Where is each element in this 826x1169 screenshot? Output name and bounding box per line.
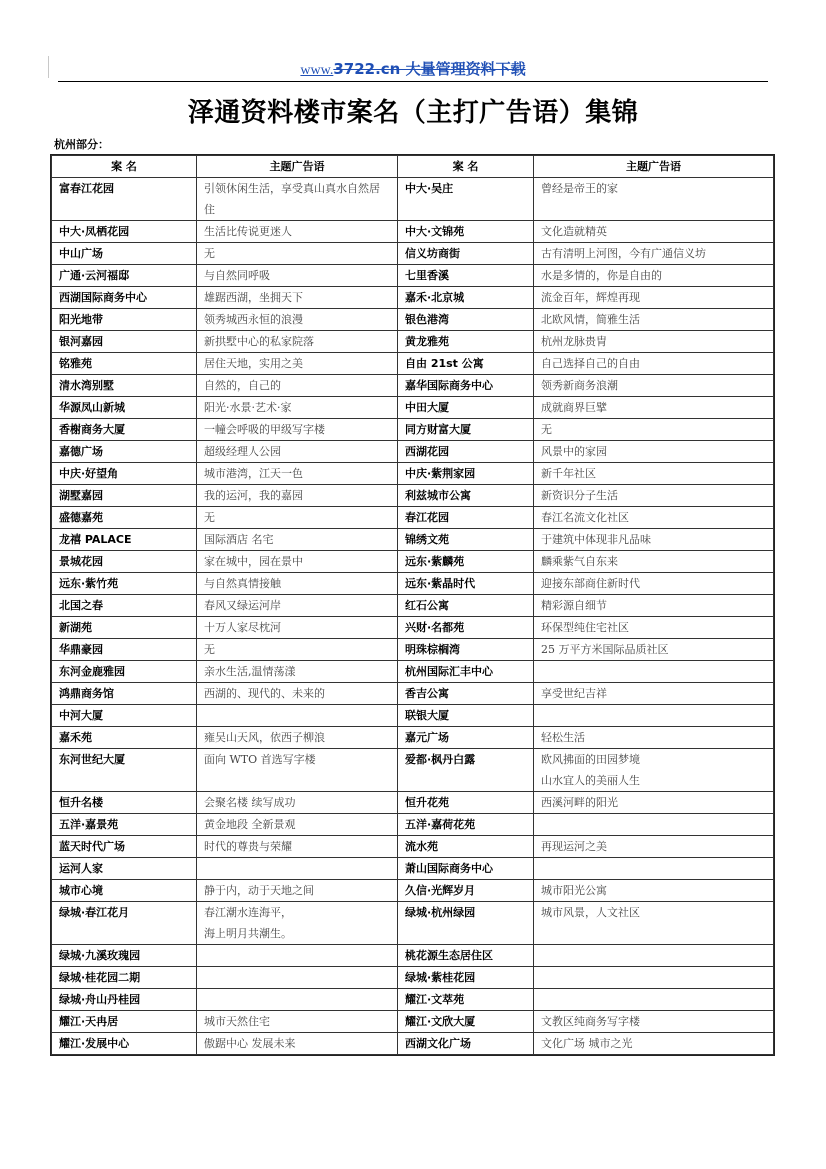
project-name-cell: 香吉公寓 [398,683,534,705]
table-header-row [52,156,774,178]
slogan-cell [534,353,774,375]
table-row [52,221,774,243]
slogan-cell [197,529,398,551]
slogan-cell [534,967,774,989]
slogan-cell [534,880,774,902]
slogan-cell [197,485,398,507]
project-name-cell: 中河大厦 [52,705,197,727]
table-row [52,1011,774,1033]
slogan-line: 静于内，动于天地之间 [204,884,314,897]
slogan-line: 杭州龙脉贵胄 [541,335,607,348]
slogan-line: 超级经理人公园 [204,445,281,458]
project-name-cell: 明珠棕榈湾 [398,639,534,661]
slogan-line: 春风又绿运河岸 [204,599,281,612]
slogan-line: 麟乘紫气自东来 [541,555,618,568]
project-name-cell: 绿城·桂花园二期 [52,967,197,989]
project-name-cell: 龙禧 PALACE [52,529,197,551]
slogan-line: 无 [204,247,215,260]
header-link-www[interactable]: www. [300,63,334,78]
table-row [52,463,774,485]
slogan-line: 新资识分子生活 [541,489,618,502]
project-name-cell: 铭雅苑 [52,353,197,375]
table-row [52,309,774,331]
slogan-line: 无 [204,643,215,656]
slogan-cell [534,639,774,661]
slogan-cell [197,792,398,814]
project-name-cell: 银色港湾 [398,309,534,331]
table-row [52,419,774,441]
slogan-cell [534,989,774,1011]
project-name-cell: 华鼎豪园 [52,639,197,661]
header-link-text[interactable]: 3722.cn 大量管理资料下载 [333,60,526,78]
slogan-cell [197,749,398,792]
section-label: 杭州部分： [54,138,109,151]
table-row [52,243,774,265]
slogan-line: 西湖的、现代的、未来的 [204,687,325,700]
project-name-cell: 西湖国际商务中心 [52,287,197,309]
slogan-cell [197,661,398,683]
slogan-cell [534,507,774,529]
slogan-line: 再现运河之美 [541,840,607,853]
page-title: 泽通资料楼市案名（主打广告语）集锦 [187,98,639,128]
slogan-line: 流金百年，辉煌再现 [541,291,640,304]
project-name-cell: 银河嘉园 [52,331,197,353]
slogan-cell [534,331,774,353]
table-row [52,858,774,880]
slogan-cell [534,595,774,617]
slogan-cell [197,463,398,485]
project-name-cell: 富春江花园 [52,178,197,221]
slogan-cell [197,814,398,836]
slogan-line: 亲水生活,温情荡漾 [204,665,296,678]
slogan-line: 山水宜人的美丽人生 [541,774,640,787]
slogan-cell [534,419,774,441]
slogan-cell [534,661,774,683]
project-name-cell: 久信·光辉岁月 [398,880,534,902]
slogan-line: 傲踞中心 发展未来 [204,1037,296,1050]
slogan-cell [534,178,774,221]
slogan-line: 水是多情的，你是自由的 [541,269,662,282]
slogan-line: 我的运河，我的嘉园 [204,489,303,502]
project-name-cell: 联银大厦 [398,705,534,727]
table-row [52,375,774,397]
slogan-line: 25 万平方米国际品质社区 [541,643,669,656]
table-row [52,551,774,573]
slogan-line: 无 [541,423,552,436]
slogan-line: 新千年社区 [541,467,596,480]
slogan-line: 文教区纯商务写字楼 [541,1015,640,1028]
slogan-cell [197,331,398,353]
slogan-line: 阳光·水景·艺术·家 [204,401,292,414]
table-row [52,683,774,705]
project-name-cell: 桃花源生态居住区 [398,945,534,967]
slogan-cell [197,727,398,749]
slogan-line: 曾经是帝王的家 [541,182,618,195]
project-name-cell: 北国之春 [52,595,197,617]
project-name-cell: 东河世纪大厦 [52,749,197,792]
slogan-line: 城市港湾，江天一色 [204,467,303,480]
project-name-cell: 嘉德广场 [52,441,197,463]
project-name-cell: 景城花园 [52,551,197,573]
project-name-cell: 绿城·春江花月 [52,902,197,945]
project-name-cell: 绿城·舟山丹桂园 [52,989,197,1011]
table-row [52,265,774,287]
slogan-line: 面向 WTO 首选写字楼 [204,753,316,766]
table-row [52,902,774,945]
slogan-line: 城市风景，人文社区 [541,906,640,919]
project-name-cell: 中田大厦 [398,397,534,419]
slogan-cell [534,617,774,639]
slogan-cell [534,441,774,463]
project-name-cell: 远东·紫麟苑 [398,551,534,573]
slogan-cell [534,945,774,967]
project-name-cell: 西湖花园 [398,441,534,463]
project-name-cell: 流水苑 [398,836,534,858]
slogan-cell [534,814,774,836]
project-name-cell: 鸿鼎商务馆 [52,683,197,705]
slogan-table [51,155,774,1055]
slogan-cell [197,1033,398,1055]
slogan-line: 与自然同呼吸 [204,269,270,282]
project-name-cell: 西湖文化广场 [398,1033,534,1055]
project-name-cell: 香榭商务大厦 [52,419,197,441]
project-name-cell: 阳光地带 [52,309,197,331]
slogan-line: 城市天然住宅 [204,1015,270,1028]
slogan-cell [534,221,774,243]
slogan-line: 风景中的家园 [541,445,607,458]
slogan-line: 迎接东部商住新时代 [541,577,640,590]
slogan-line: 引领休闲生活，享受真山真水自然居住 [204,182,380,216]
table-row [52,989,774,1011]
slogan-line: 城市阳光公寓 [541,884,607,897]
column-header-slogan-1: 主题广告语 [197,156,398,178]
project-name-cell: 恒升花苑 [398,792,534,814]
slogan-line: 精彩源自细节 [541,599,607,612]
slogan-cell [197,419,398,441]
slogan-cell [197,309,398,331]
slogan-cell [197,243,398,265]
project-name-cell: 耀江·文萃苑 [398,989,534,1011]
project-name-cell: 中庆·好望角 [52,463,197,485]
slogan-cell [534,683,774,705]
project-name-cell: 爱都·枫丹白露 [398,749,534,792]
table-row [52,595,774,617]
table-row [52,814,774,836]
slogan-cell [534,375,774,397]
slogan-cell [534,529,774,551]
table-row [52,639,774,661]
project-name-cell: 绿城·紫桂花园 [398,967,534,989]
slogan-line: 与自然真情接触 [204,577,281,590]
slogan-cell [197,265,398,287]
slogan-cell [197,945,398,967]
project-name-cell: 嘉华国际商务中心 [398,375,534,397]
project-name-cell: 五洋·嘉荷花苑 [398,814,534,836]
project-name-cell: 广通·云河福邸 [52,265,197,287]
project-name-cell: 盛德嘉苑 [52,507,197,529]
project-name-cell: 嘉禾·北京城 [398,287,534,309]
slogan-cell [534,727,774,749]
slogan-line: 西溪河畔的阳光 [541,796,618,809]
slogan-cell [534,749,774,792]
slogan-line: 北欧风情，简雅生活 [541,313,640,326]
slogan-line: 轻松生活 [541,731,585,744]
slogan-cell [534,463,774,485]
slogan-cell [197,858,398,880]
project-name-cell: 自由 21st 公寓 [398,353,534,375]
slogan-cell [197,397,398,419]
slogan-line: 居住天地，实用之美 [204,357,303,370]
slogan-cell [197,595,398,617]
project-name-cell: 五洋·嘉景苑 [52,814,197,836]
slogan-cell [197,441,398,463]
slogan-line: 成就商界巨擘 [541,401,607,414]
table-row [52,617,774,639]
table-row [52,880,774,902]
project-name-cell: 中山广场 [52,243,197,265]
table-body [52,178,774,1055]
table-row [52,178,774,221]
project-name-cell: 恒升名楼 [52,792,197,814]
project-name-cell: 中大·吴庄 [398,178,534,221]
slogan-cell [534,836,774,858]
project-name-cell: 红石公寓 [398,595,534,617]
project-name-cell: 嘉禾苑 [52,727,197,749]
table-row [52,573,774,595]
slogan-line: 生活比传说更迷人 [204,225,292,238]
slogan-cell [197,1011,398,1033]
slogan-cell [197,639,398,661]
table-row [52,661,774,683]
slogan-line: 国际酒店 名宅 [204,533,274,546]
table-row [52,727,774,749]
project-name-cell: 东河金鹿雅园 [52,661,197,683]
table-row [52,529,774,551]
slogan-line: 雍吴山天风，依西子柳浪 [204,731,325,744]
project-name-cell: 锦绣文苑 [398,529,534,551]
slogan-line: 新拱墅中心的私家院落 [204,335,314,348]
table-row [52,836,774,858]
project-name-cell: 七里香溪 [398,265,534,287]
slogan-line: 领秀新商务浪潮 [541,379,618,392]
table-row [52,331,774,353]
project-name-cell: 中大·文锦苑 [398,221,534,243]
project-name-cell: 萧山国际商务中心 [398,858,534,880]
project-name-cell: 春江花园 [398,507,534,529]
table-row [52,1033,774,1055]
slogan-cell [197,551,398,573]
table-row [52,749,774,792]
table-row [52,792,774,814]
table-row [52,441,774,463]
project-name-cell: 兴财·名都苑 [398,617,534,639]
project-name-cell: 新湖苑 [52,617,197,639]
slogan-cell [534,1033,774,1055]
slogan-cell [534,858,774,880]
slogan-cell [534,902,774,945]
slogan-cell [534,551,774,573]
header-link[interactable] [0,58,826,79]
slogan-cell [534,573,774,595]
slogan-line: 春江名流文化社区 [541,511,629,524]
slogan-line: 一幢会呼吸的甲级写字楼 [204,423,325,436]
slogan-cell [534,792,774,814]
slogan-line: 环保型纯住宅社区 [541,621,629,634]
slogan-line: 春江潮水连海平， [204,906,292,919]
project-name-cell: 嘉元广场 [398,727,534,749]
slogan-cell [197,221,398,243]
project-name-cell: 远东·紫晶时代 [398,573,534,595]
project-name-cell: 耀江·发展中心 [52,1033,197,1055]
slogan-line: 黄金地段 全新景观 [204,818,296,831]
column-header-slogan-2: 主题广告语 [534,156,774,178]
slogan-line: 享受世纪吉祥 [541,687,607,700]
slogan-cell [197,705,398,727]
slogan-line: 家在城中，园在景中 [204,555,303,568]
slogan-cell [534,397,774,419]
slogan-cell [197,683,398,705]
project-name-cell: 绿城·九溪玫瑰园 [52,945,197,967]
slogan-cell [197,353,398,375]
project-name-cell: 杭州国际汇丰中心 [398,661,534,683]
project-name-cell: 湖墅嘉园 [52,485,197,507]
project-name-cell: 绿城·杭州绿园 [398,902,534,945]
slogan-cell [197,989,398,1011]
slogan-cell [197,836,398,858]
table-row [52,353,774,375]
slogan-cell [197,507,398,529]
project-name-cell: 城市心境 [52,880,197,902]
slogan-line: 会聚名楼 续写成功 [204,796,296,809]
slogan-cell [534,1011,774,1033]
column-header-name-2: 案 名 [398,156,534,178]
slogan-line: 于建筑中体现非凡品味 [541,533,651,546]
slogan-cell [197,880,398,902]
project-name-cell: 中庆·紫荆家园 [398,463,534,485]
slogan-cell [197,573,398,595]
table-row [52,945,774,967]
slogan-cell [197,375,398,397]
slogan-line: 自然的，自己的 [204,379,281,392]
slogan-line: 欧风拂面的田园梦境 [541,753,640,766]
table-row [52,485,774,507]
project-name-cell: 中大·凤栖花园 [52,221,197,243]
project-name-cell: 远东·紫竹苑 [52,573,197,595]
slogan-cell [197,967,398,989]
project-name-cell: 耀江·文欣大厦 [398,1011,534,1033]
slogan-cell [197,287,398,309]
project-name-cell: 华源凤山新城 [52,397,197,419]
project-name-cell: 运河人家 [52,858,197,880]
table-row [52,967,774,989]
header-divider [58,81,768,82]
slogan-cell [534,309,774,331]
slogan-cell [197,178,398,221]
project-name-cell: 利兹城市公寓 [398,485,534,507]
column-header-name-1: 案 名 [52,156,197,178]
slogan-line: 自己选择自己的自由 [541,357,640,370]
slogan-line: 无 [204,511,215,524]
slogan-cell [197,617,398,639]
project-name-cell: 清水湾别墅 [52,375,197,397]
slogan-line: 文化广场 城市之光 [541,1037,633,1050]
table-row [52,397,774,419]
slogan-cell [197,902,398,945]
slogan-cell [534,287,774,309]
table-row [52,705,774,727]
slogan-line: 时代的尊贵与荣耀 [204,840,292,853]
project-name-cell: 信义坊商街 [398,243,534,265]
table-row [52,507,774,529]
slogan-cell [534,265,774,287]
project-name-cell: 同方财富大厦 [398,419,534,441]
slogan-line: 古有清明上河图，今有广通信义坊 [541,247,706,260]
slogan-line: 海上明月共潮生。 [204,927,292,940]
slogan-line: 领秀城西永恒的浪漫 [204,313,303,326]
slogan-line: 十万人家尽枕河 [204,621,281,634]
slogan-line: 文化造就精英 [541,225,607,238]
slogan-cell [534,485,774,507]
slogan-line: 雄踞西湖，坐拥天下 [204,291,303,304]
table-row [52,287,774,309]
project-name-cell: 耀江·天冉居 [52,1011,197,1033]
project-name-cell: 蓝天时代广场 [52,836,197,858]
slogan-cell [534,705,774,727]
slogan-cell [534,243,774,265]
project-name-cell: 黄龙雅苑 [398,331,534,353]
